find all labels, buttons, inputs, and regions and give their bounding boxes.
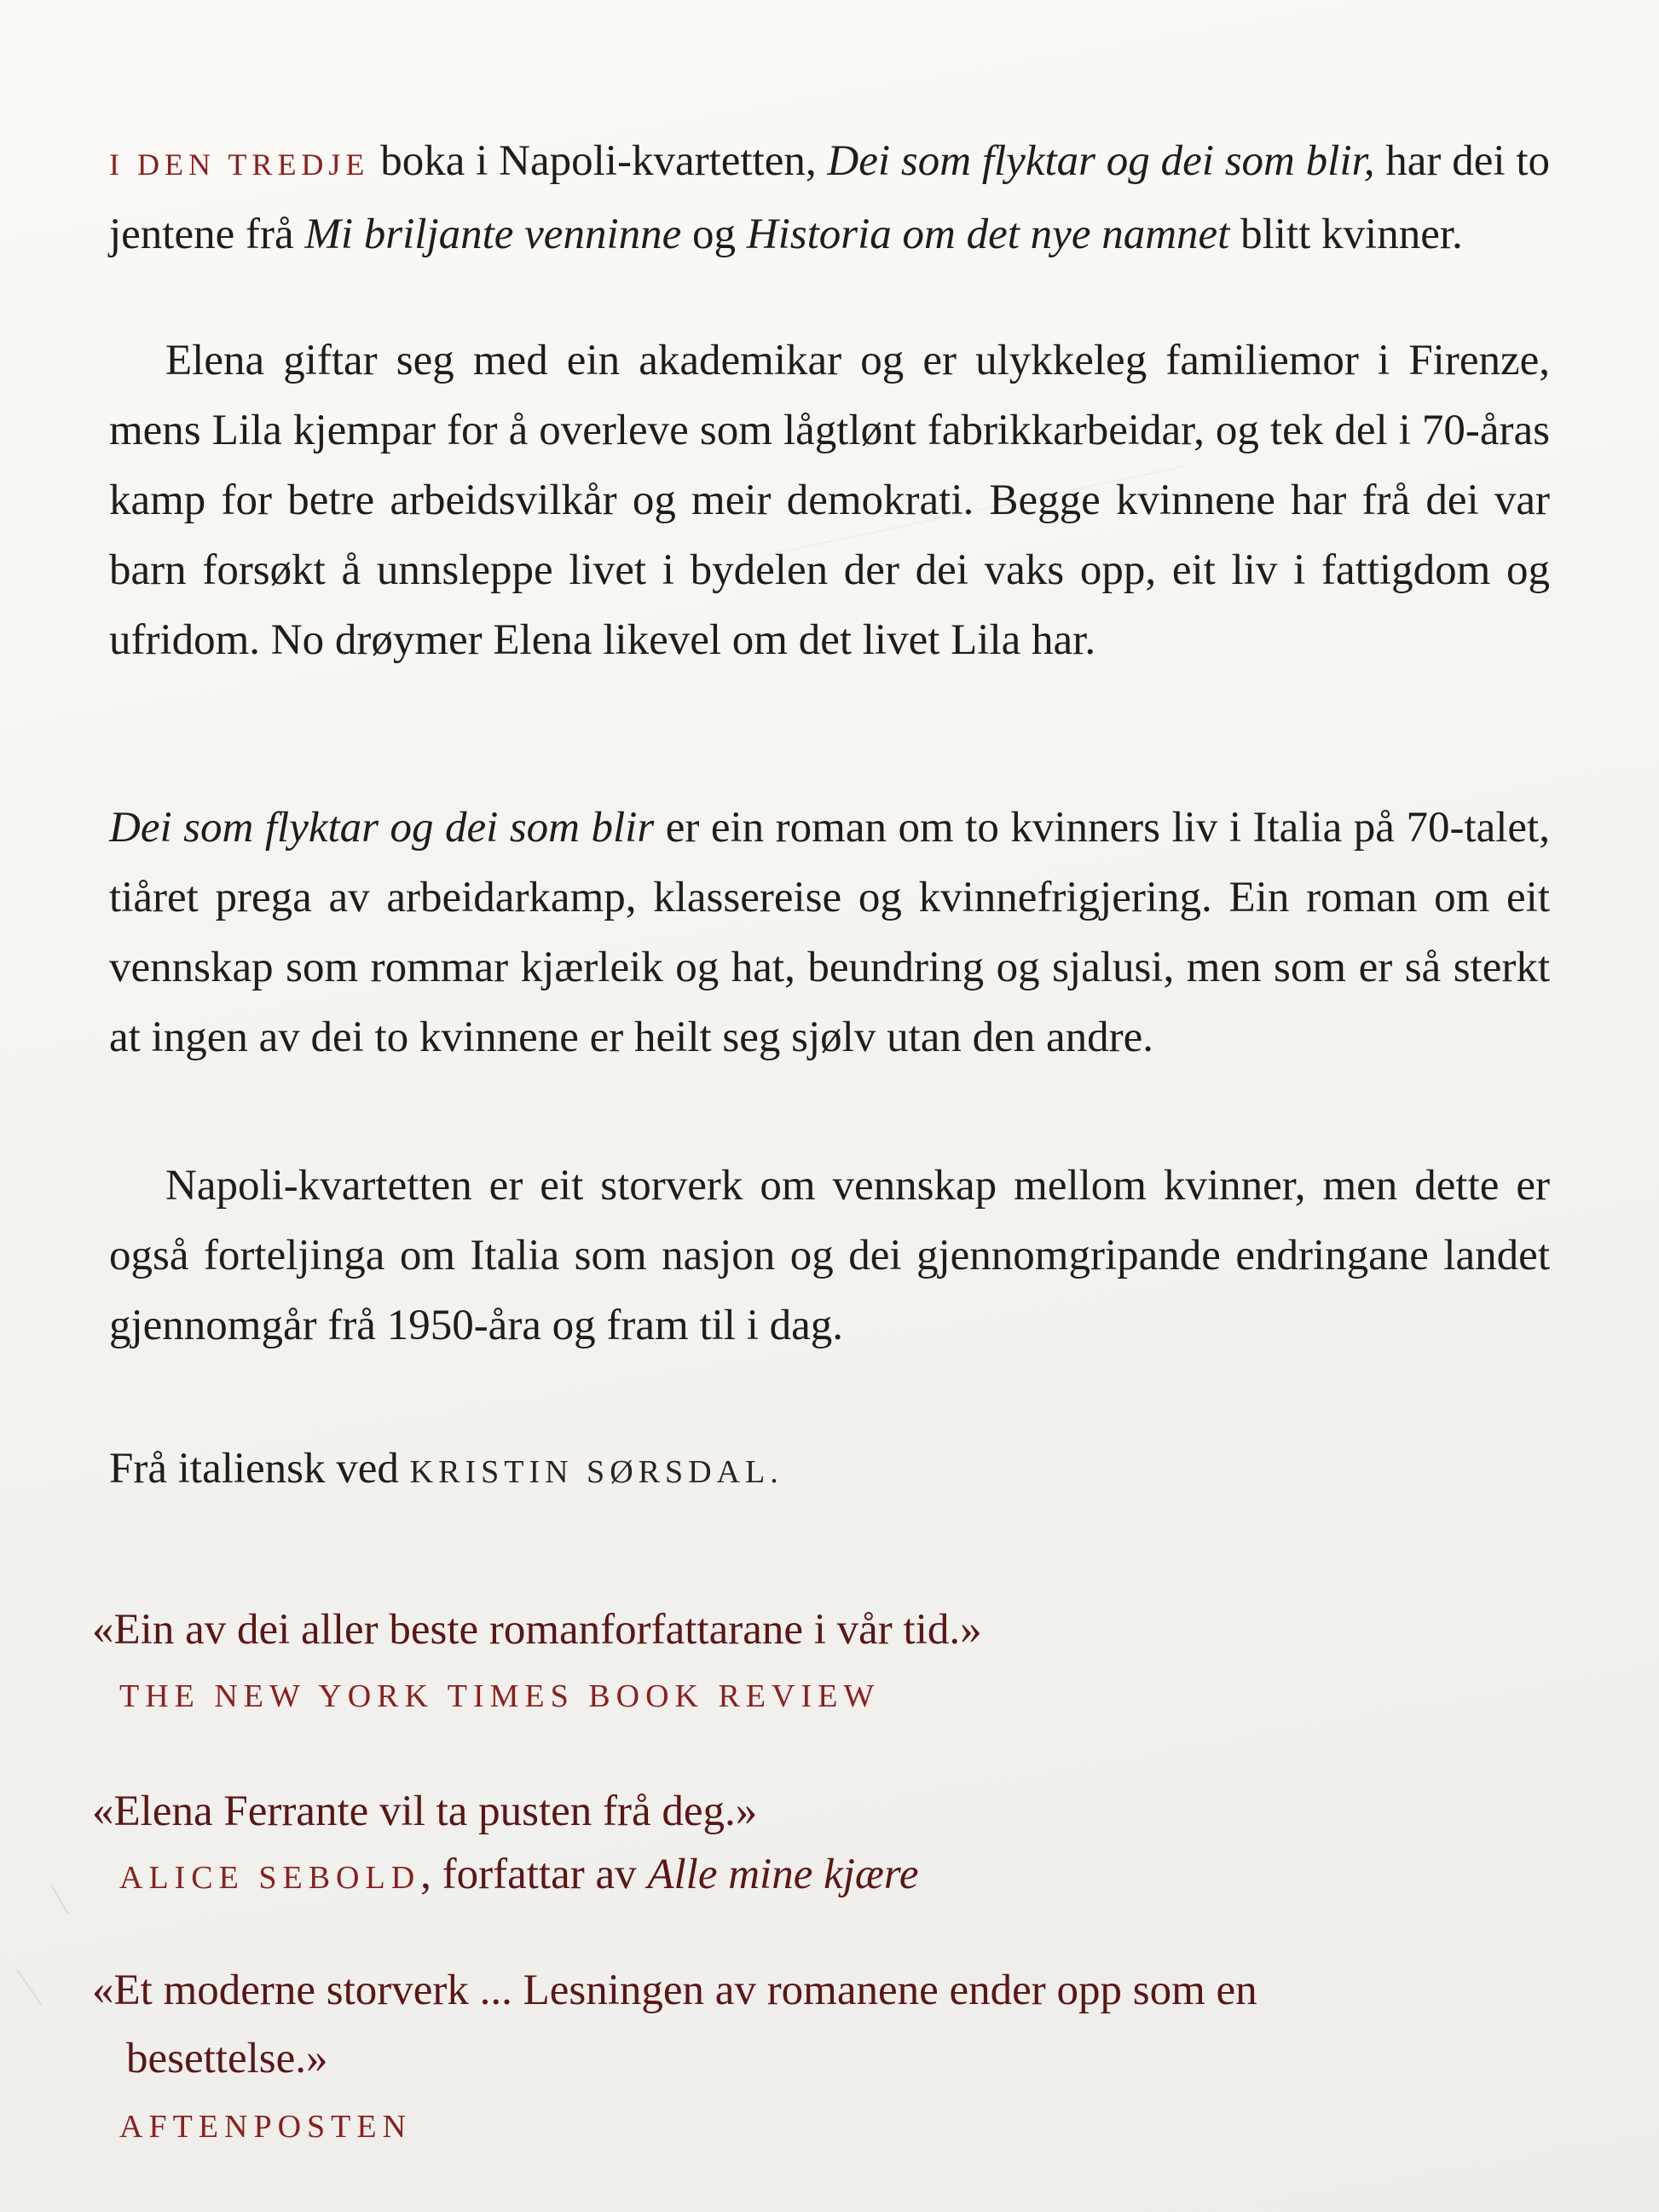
translator-prefix: Frå italiensk ved [109,1445,410,1493]
quote-text-line2: besettelse.» [126,2035,328,2082]
translator-line [109,1434,1550,1507]
translator-name: KRISTIN SØRSDAL. [409,1454,783,1490]
summary-text: er ein roman om to kvinners liv i Italia på 70-talet, tiåret prega av arbeidarkamp, klassereise og kvinnefrigjering. Ein roman om eit vennskap som rommar kjærleik og hat, beundring og sjalusi, men som er så sterkt at ingen av dei to kvinnene er heilt seg sjølv utan den andre. [109,804,1550,1061]
quote-source-book: Alle mine kjære [647,1851,919,1898]
intro-paragraph [109,126,1550,269]
review-source-2 [119,1850,919,1899]
book-title: Dei som flyktar og dei som blir, [827,137,1375,185]
intro-text-2: har dei to jentene frå [109,137,1550,258]
quote-source: ALICE SEBOLD [119,1860,421,1896]
quote-text-line1: «Et moderne storverk ... Lesningen av romanene ender opp som en [92,1967,1257,2014]
surface-scratch [50,1885,69,1915]
intro-text-3: og [681,211,747,258]
review-quote-1 [92,1596,1575,1664]
intro-lead: I DEN TREDJE [109,147,370,182]
quote-source: THE NEW YORK TIMES BOOK REVIEW [119,1678,881,1714]
book1-title: Mi briljante venninne [304,211,682,258]
summary-paragraph [109,793,1550,1072]
review-source-1 [119,1678,880,1715]
quote-source: AFTENPOSTEN [119,2109,413,2145]
plot-paragraph: Elena giftar seg med ein akademikar og er ulykkeleg familiemor i Firenze, mens Lila kjempar for å overleve som lågtlønt fabrikkarbeidar, og tek del i 70-åras kamp for betre arbeidsvilkår og meir demokrati. Begge kvinnene har frå dei var barn forsøkt å unnsleppe livet i bydelen der dei vaks opp, eit liv i fattigdom og ufridom. No drøymer Elena likevel om det livet Lila har. [109,337,1550,664]
quote-source-suffix: , forfattar av [420,1851,648,1898]
quote-text: «Elena Ferrante vil ta pusten frå deg.» [92,1788,758,1835]
intro-text-4: blitt kvinner. [1229,211,1463,258]
quote-text: «Ein av dei aller beste romanforfattarane i vår tid.» [92,1606,982,1654]
summary-book-title: Dei som flyktar og dei som blir [109,804,655,852]
review-quote-3 [92,1956,1575,2093]
surface-scratch [16,1969,42,2005]
book2-title: Historia om det nye namnet [746,211,1230,258]
review-source-3 [119,2108,412,2146]
review-quote-2 [92,1777,1575,1845]
intro-text-1: boka i Napoli-kvartetten, [369,137,828,185]
series-paragraph: Napoli-kvartetten er eit storverk om vennskap mellom kvinner, men dette er også forteljinga om Italia som nasjon og dei gjennomgripande endringane landet gjennomgår frå 1950-åra og fram til i dag. [109,1162,1550,1349]
